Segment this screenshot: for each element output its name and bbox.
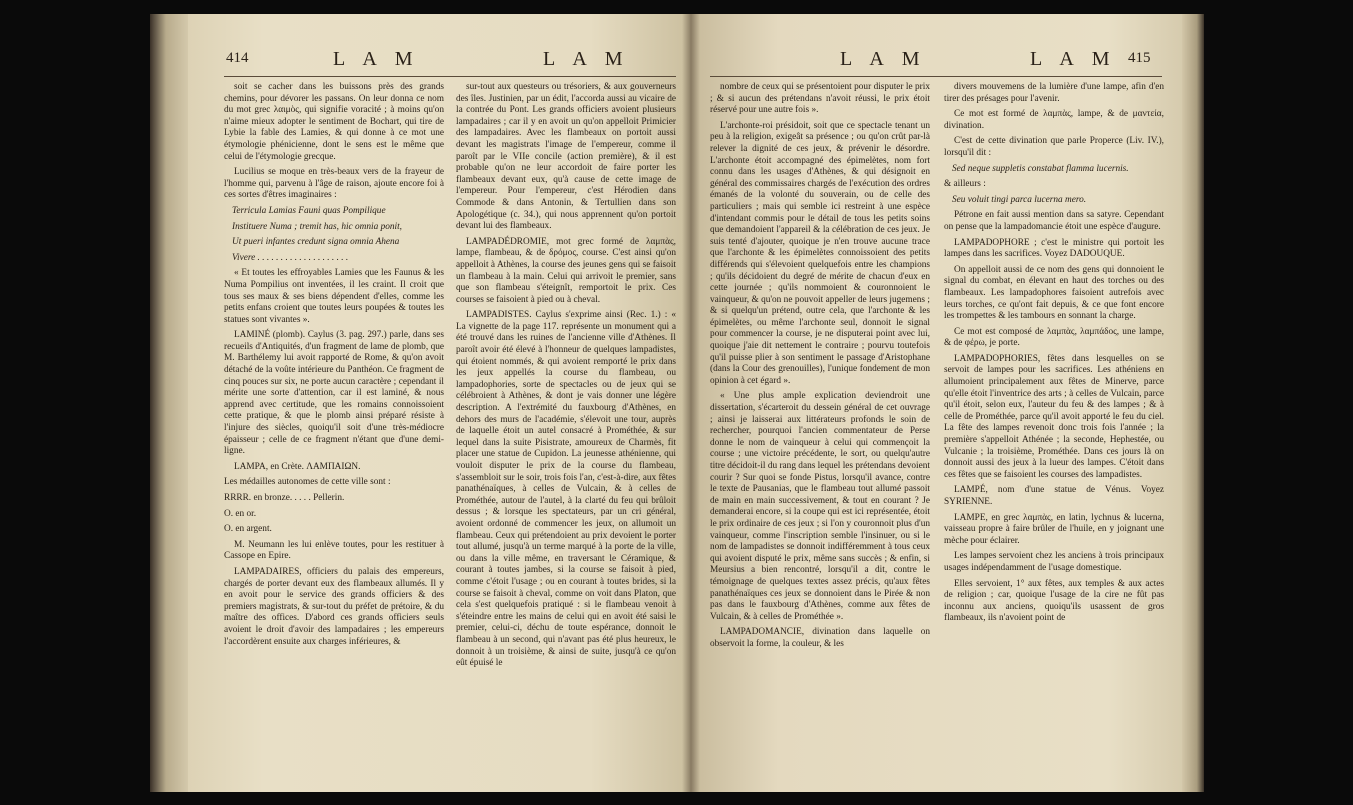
paragraph: Les lampes servoient chez les anciens à trois principaux usages indépendamment de l'usage domestique. bbox=[944, 551, 1164, 573]
paragraph: Pétrone en fait aussi mention dans sa satyre. Cependant on pense que la lampadomancie étoit une espèce d'augure. bbox=[944, 210, 1164, 232]
paragraph: O. en or. bbox=[224, 508, 257, 519]
page-number: 415 bbox=[1128, 50, 1151, 66]
right-page-edges bbox=[1180, 14, 1204, 792]
running-head: L A M bbox=[333, 48, 420, 70]
running-head: L A M bbox=[543, 48, 630, 70]
paragraph: LAMPÉ, nom d'une statue de Vénus. Voyez SYRIENNE. bbox=[944, 485, 1164, 507]
text-column-2 bbox=[456, 82, 676, 792]
text-column-1 bbox=[224, 82, 444, 792]
running-head: L A M bbox=[840, 48, 927, 70]
paragraph: LAMPADOPHORE ; c'est le ministre qui portoit les lampes dans les sacrifices. Voyez DADOUQUE. bbox=[944, 237, 1164, 260]
paragraph: M. Neumann les lui enlève toutes, pour les restituer à Cassope en Epire. bbox=[224, 539, 444, 562]
paragraph: soit se cacher dans les buissons près des grands chemins, pour dévorer les passans. On leur donna ce nom du mot grec λαιμὸς, qui signifie voracité ; à moins qu'on n'aime mieux adopter le sentiment de Bochart, qui tire de Lybie la fable des Lamies, & qui donne à ce mot une étymologie phénicienne, dont le sens est le même que celui de l'étymologie grecque. bbox=[224, 82, 444, 162]
paragraph: nombre de ceux qui se présentoient pour disputer le prix ; & si aucun des prétendans n'avoit réussi, le prix étoit réservé pour une autre fois ». bbox=[710, 82, 930, 116]
page-number: 414 bbox=[226, 50, 249, 66]
paragraph: C'est de cette divination que parle Properce (Liv. IV.), lorsqu'il dit : bbox=[944, 136, 1164, 158]
paragraph: O. en argent. bbox=[224, 524, 272, 535]
book-gutter bbox=[682, 14, 700, 792]
paragraph: Terricula Lamias Fauni quas Pompilique bbox=[232, 205, 386, 216]
paragraph: Ce mot est formé de λαμπὰς, lampe, & de μαντεία, divination. bbox=[944, 109, 1164, 131]
paragraph: Sed neque suppletis constabat flamma lucernis. bbox=[952, 163, 1129, 174]
paragraph: On appelloit aussi de ce nom des gens qui donnoient le signal du combat, en élevant en haut des torches ou des flambeaux. Les lampadophores faisoient autrefois avec leurs torches, ce qu'ont fait depuis, & ce que font encore les trompettes & les tambours en sonnant la charge. bbox=[944, 264, 1164, 322]
paragraph: LAMPADOMANCIE, divination dans laquelle on observoit la forme, la couleur, & les bbox=[710, 627, 930, 649]
paragraph: LAMPADISTES. Caylus s'exprime ainsi (Rec. 1.) : « La vignette de la page 117. représente un monument qui a été trouvé dans les ruines de l'ancienne ville d'Athènes. Il paroît avoir été élevé à l'honneur de quelques lampadistes, qui étoient nommés, & qui avoient remporté le prix dans les jeux appellés la course du flambeau, ou lampadophories, sorte de spectacles ou de jeux qui se célébroient à Athènes, & dont je vais donner une légère description. A l'extrémité du fauxbourg d'Athènes, en dehors des murs de l'académie, s'élevoit une tour, auprès de laquelle étoit un autel consacré à Prométhée, & sur lequel dans la suite Pisistrate, amoureux de Charmès, fit placer une statue de Cupidon. La jeunesse athénienne, qui vouloit disputer le prix de la course du flambeau, s'assembloit sur le soir, trois fois l'an, c'est-à-dire, aux fêtes panathénaïques, à celles de Vulcain, & à celles de Prométhée, autour de l'autel, à la clarté du feu qui brûloit dessus ; & lorsque les spectateurs, par un cri général, avoient ordonné de commencer les jeux, on allumoit un flambeau. Ceux qui prétendoient au prix devoient le porter tout allumé, jusqu'à un terme marqué à la porte de la ville, ou dans la ville même, en traversant le Céramique, & courant à toutes jambes, si la course se faisoit à pied, comme c'étoit l'usage ; ou en courant à toutes brides, si la course se faisoit à cheval, comme on voit dans Platon, que cela s'est quelquefois pratiqué : si le flambeau venoit à s'éteindre entre les mains de celui qui en avoit été saisi le premier, celui-ci, déchu de toute espérance, donnoit le flambeau à un second, qui n'avant pas été plus heureux, le donnoit à un troisième, & ainsi de suite, jusqu'à ce qu'on eût épuisé le bbox=[456, 310, 676, 669]
paragraph: LAMPADÉDROMIE, mot grec formé de λαμπὰς, lampe, flambeau, & de δρόμος, course. C'est ainsi qu'on appelloit à Athènes, la course des jeunes gens qui se faisoit un flambeau à la main. Celui qui arrivoit le premier, sans que son flambeau s'éteignît, remportoit le prix. Ces courses se faisoient à pied ou à cheval. bbox=[456, 236, 676, 305]
left-page bbox=[188, 14, 690, 792]
paragraph: sur-tout aux questeurs ou trésoriers, & aux gouverneurs des îles. Justinien, par un édit, l'accorda aussi au vicaire de la contrée du Pont. Les grands officiers avoient plusieurs lampadaires ; car il y en avoit un qu'on appelloit Primicier des lampadaires. Avec les flambeaux on portoit aussi devant les magistrats l'image de l'empereur, comme il paroît par le VIIe concile (action première), & il est probable qu'on ne leur accordoit de faire porter les flambeaux devant eux, qu'à cause de cette image de l'empereur. Pour l'empereur, c'est Hérodien dans Commode & dans Antonin, & Tertullien dans son Apologétique (c. 34.), qui nous apprennent qu'on portoit devant lui des flambeaux. bbox=[456, 82, 676, 232]
right-page bbox=[690, 14, 1182, 792]
text-column-2 bbox=[944, 82, 1164, 792]
paragraph: LAMPA, en Crète. ΛΑΜΠΑΙΩΝ. bbox=[234, 461, 361, 472]
paragraph: LAMPADOPHORIES, fêtes dans lesquelles on se servoit de lampes pour les sacrifices. Les athéniens en allumoient principalement aux fêtes de Minerve, parce qu'elle étoit l'inventrice des arts ; à celles de Vulcain, parce qu'il étoit, selon eux, l'auteur du feu & des lampes ; & à celle de Prométhée, parce qu'il avoit apporté le feu du ciel. La fête des lampes revenoit donc trois fois l'année ; la première s'appelloit Athénée ; la seconde, Hephestée, ou Vulcanie ; la troisième, Prométhée. Dans ces jours là on donnoit aussi des jeux à la lueur des lampes. C'étoit dans ces fêtes que se faisoient les courses des lampadistes. bbox=[944, 353, 1164, 480]
text-column-1 bbox=[710, 82, 930, 792]
paragraph: Elles servoient, 1° aux fêtes, aux temples & aux actes de religion ; car, quoique l'usage de la cire ne fût pas inconnu aux anciens, quoiqu'ils usassent de gros flambeaux, ils n'avoient point de bbox=[944, 578, 1164, 624]
paragraph: Ce mot est composé de λαμπὰς, λαμπάδος, une lampe, & de φέρω, je porte. bbox=[944, 326, 1164, 349]
paragraph: Seu voluit tingi parca lucerna mero. bbox=[952, 194, 1087, 205]
paragraph: « Et toutes les effroyables Lamies que les Faunus & les Numa Pompilius ont inventées, il les craint. Il croit que tous ses maux & ses biens dépendent d'elles, comme les petits enfans croient que toutes leurs poupées & toutes les statues sont vivantes ». bbox=[224, 268, 444, 325]
header-rule bbox=[224, 76, 676, 77]
paragraph: LAMPE, en grec λαμπὰς, en latin, lychnus & lucerna, vaisseau propre à faire brûler de l'huile, en y joignant une mèche pour éclairer. bbox=[944, 512, 1164, 546]
paragraph: LAMINÉ (plomb). Caylus (3. pag. 297.) parle, dans ses recueils d'Antiquités, d'un fragment de lame de plomb, que M. Barthélemy lui avoit rapporté de Rome, & qu'on avoit détaché de la voûte intérieure du Panthéon. Ce fragment de cinq pouces sur six, ne porte aucun caractère ; cependant il mérite une sorte d'attention, car il est laminé, & nous apprend avec certitude, que les romains connoissoient cette pratique, & que le plomb ainsi préparé résiste à l'injure des siècles, quoiqu'il soit d'une très-médiocre épaisseur ; celle de ce fragment n'étant que d'une demi-ligne. bbox=[224, 330, 444, 457]
paragraph: Instituere Numa ; tremit has, hic omnia ponit, bbox=[232, 221, 402, 232]
paragraph: LAMPADAIRES, officiers du palais des empereurs, chargés de porter devant eux des flambeaux allumés. Il y en avoit pour le service des grands officiers & des premiers magistrats, & sur-tout du préfet de prétoire, & du maître des offices. D'abord ces grands officiers seuls avoient le droit d'avoir des lampadaires ; les empereurs l'accordèrent ensuite aux charges inférieures, & bbox=[224, 566, 444, 647]
paragraph: Les médailles autonomes de cette ville sont : bbox=[224, 477, 391, 488]
paragraph: & ailleurs : bbox=[944, 179, 986, 190]
header-rule bbox=[710, 76, 1162, 77]
paragraph: L'archonte-roi présidoit, soit que ce spectacle tenant un peu à la religion, exigeât sa présence ; ou qu'on crût par-là relever la dignité de ces jeux, & prévenir le désordre. L'archonte étoit accompagné des épimelètes, nom fort connu dans les usages d'Athènes, & qui désignoit en général des commissaires chargés de l'exécution des ordres émanés de la volonté du souverain, ou de celle des particuliers ; mais qui semble ici restreint à une espèce d'intendant commis pour le détail de tous les petits soins que demandoient l'appareil & la célébration de ces jeux. Je suis tenté d'ajouter, quoique je n'en trouve aucune trace que l'archonte & les épimelètes connoissoient des petits différends qui s'élevoient quelquefois entre les champions ; qu'ils décidoient du degré de mérite de chacun d'eux en cette journée ; qu'ils nommoient & couronnoient le vainqueur, & qu'on ne pouvoit appeller de leurs jugemens ; & si quelqu'un prétend, outre cela, que l'archonte & les épimelètes, ou même l'archonte seul, donnoit le signal pour commencer la course, je ne disputerai point avec lui, quoique j'aie dit nettement le contraire ; pourvu toutefois qu'il puisse plier à son sentiment le passage d'Aristophane (dans la Cour des grenouilles), l'unique fondement de mon opinion à cet égard ». bbox=[710, 120, 930, 386]
paragraph: RRRR. en bronze. . . . . Pellerin. bbox=[224, 493, 345, 503]
paragraph: Vivere . . . . . . . . . . . . . . . . . . . . bbox=[232, 252, 349, 263]
paragraph: divers mouvemens de la lumière d'une lampe, afin d'en tirer des présages pour l'avenir. bbox=[944, 82, 1164, 104]
paragraph: Ut pueri infantes credunt signa omnia Ahena bbox=[232, 237, 400, 248]
paragraph: Lucilius se moque en très-beaux vers de la frayeur de l'homme qui, parvenu à l'âge de raison, ajoute encore foi à ces sortes d'êtres imaginaires : bbox=[224, 167, 444, 201]
paragraph: « Une plus ample explication deviendroit une dissertation, s'écarteroit du dessein général de cet ouvrage ; ainsi je laisserai aux littérateurs profonds le soin de rechercher, pourquoi l'ancien commentateur de Perse donne le nom de vainqueur à celui qui commençoit la course ; une victoire précédente, le sort, ou quelqu'autre titre décidoit-il du rang dans lequel les prétendans devoient courir ? Sur quoi se fonde Pistus, lorsqu'il avance, contre le texte de Pausanias, que le flambeau tout allumé passoit de main en main successivement, & tout en courant ? Je demanderai encore, si la coupe qui est ici représentée, étoit le prix ordinaire de ces jeux ; si l'on y couronnoit plus d'un vainqueur, comme l'inscription semble l'insinuer, ou si le nom de lampadistes se donnoit indifféremment à tous ceux qui avoient disputé le prix, même sans succès ; & enfin, si Meursius a bien rencontré, lorsqu'il a dit, contre le témoignage de quelques textes assez précis, qu'aux fêtes panathénaïques ces jeux se donnoient dans le Pirée & non pas dans le fauxbourg d'Athènes, comme aux fêtes de Vulcain, & à celles de Prométhée ». bbox=[710, 391, 930, 622]
running-head: L A M bbox=[1030, 48, 1117, 70]
left-page-edges bbox=[150, 14, 190, 792]
